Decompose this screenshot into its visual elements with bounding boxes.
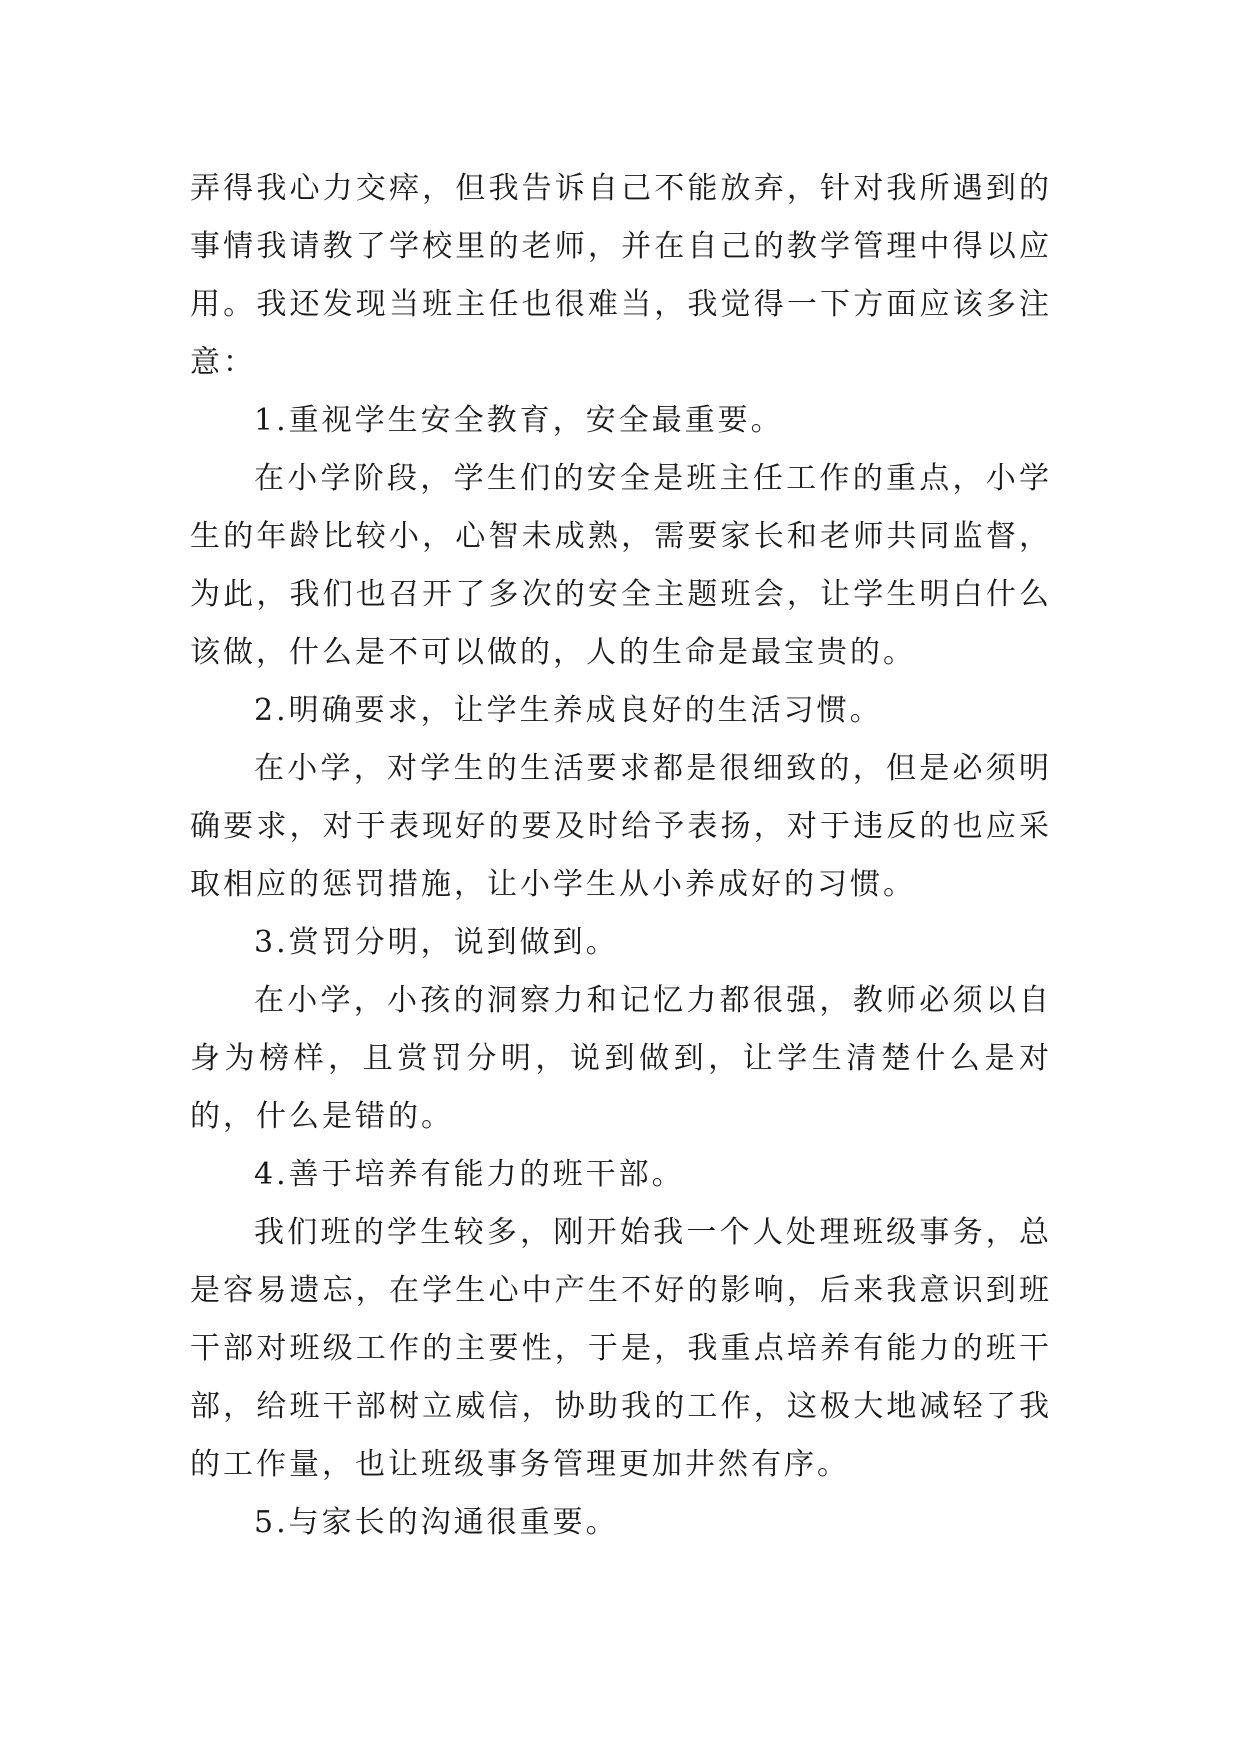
heading-reward-punishment: 3.赏罚分明，说到做到。 (254, 925, 619, 960)
paragraph-intro: 弄得我心力交瘁，但我告诉自己不能放弃，针对我所遇到的事情我请教了学校里的老师，并在自己的教学管理中得以应用。我还发现当班主任也很难当，我觉得一下方面应该多注意： (190, 171, 1052, 380)
paragraph-class-cadres: 我们班的学生较多，刚开始我一个人处理班级事务，总是容易遗忘，在学生心中产生不好的影响，后来我意识到班干部对班级工作的主要性，于是，我重点培养有能力的班干部，给班干部树立威信，协助我的工作，这极大地减轻了我的工作量，也让班级事务管理更加井然有序。 (190, 1215, 1052, 1482)
heading-class-cadres: 4.善于培养有能力的班干部。 (254, 1157, 685, 1192)
document-body (190, 160, 1052, 1552)
paragraph-reward-punishment: 在小学，小孩的洞察力和记忆力都很强，教师必须以自身为榜样，且赏罚分明，说到做到，让学生清楚什么是对的，什么是错的。 (190, 983, 1052, 1134)
heading-living-habits: 2.明确要求，让学生养成良好的生活习惯。 (254, 693, 883, 728)
paragraph-living-habits: 在小学，对学生的生活要求都是很细致的，但是必须明确要求，对于表现好的要及时给予表扬，对于违反的也应采取相应的惩罚措施，让小学生从小养成好的习惯。 (190, 751, 1052, 902)
paragraph-safety-education: 在小学阶段，学生们的安全是班主任工作的重点，小学生的年龄比较小，心智未成熟，需要家长和老师共同监督，为此，我们也召开了多次的安全主题班会，让学生明白什么该做，什么是不可以做的，人的生命是最宝贵的。 (190, 461, 1052, 670)
heading-safety-education: 1.重视学生安全教育，安全最重要。 (254, 403, 784, 438)
heading-parent-communication: 5.与家长的沟通很重要。 (254, 1505, 619, 1540)
